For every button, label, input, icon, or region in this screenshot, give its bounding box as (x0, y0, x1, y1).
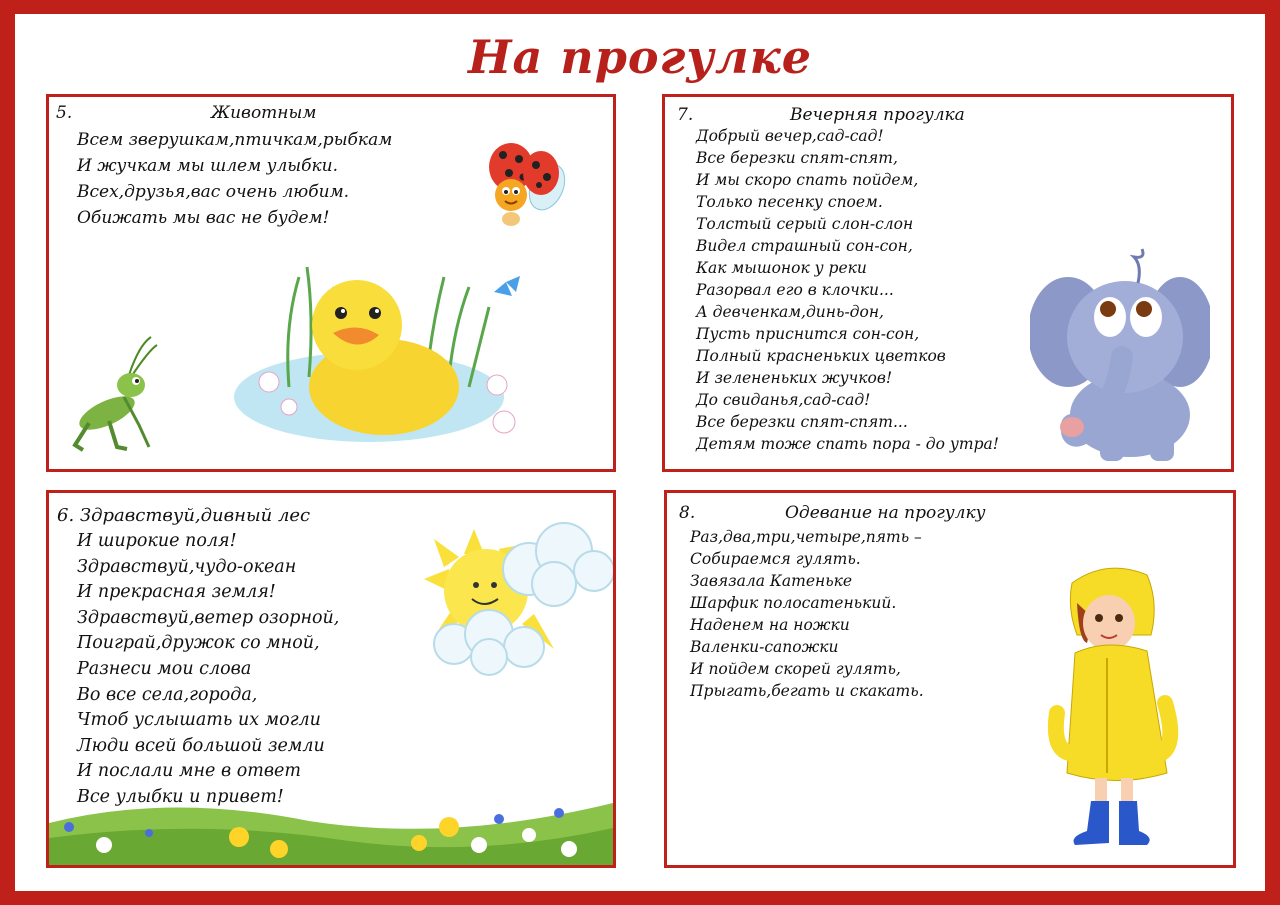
poem-line: Разорвал его в клочки... (696, 281, 894, 299)
poem-line: Здравствуй,ветер озорной, (77, 607, 340, 628)
poem-line: Раз,два,три,четыре,пять – (690, 528, 922, 546)
ladybug-icon (481, 137, 569, 233)
poem-line: Всех,друзья,вас очень любим. (77, 182, 350, 202)
poem-lines (696, 125, 999, 455)
poem-lines (690, 526, 924, 702)
page-title: На прогулке (467, 30, 813, 84)
poem-line: И мы скоро спать пойдем, (696, 171, 919, 189)
poem-line: Завязала Катеньке (690, 572, 853, 590)
poem-line: Поиграй,дружок со мной, (77, 633, 320, 654)
poem-line: Толстый серый слон-слон (696, 215, 914, 233)
duckling-icon (229, 247, 529, 447)
poem-line: Все улыбки и привет! (77, 786, 284, 807)
poster-sheet (15, 14, 1265, 891)
poem-line: И послали мне в ответ (77, 761, 301, 782)
poem-line: Полный красненьких цветков (696, 347, 946, 365)
poem-line: Только песенку споем. (696, 193, 883, 211)
meadow-icon (49, 783, 613, 865)
poem-line: И пойдем скорей гулять, (690, 660, 901, 678)
poem-line: Разнеси мои слова (77, 658, 252, 679)
poem-line: Как мышонок у реки (696, 259, 867, 277)
poem-line: Обижать мы вас не будем! (77, 208, 330, 228)
poem-line: Валенки-сапожки (690, 638, 839, 656)
poem-lines (77, 529, 339, 811)
poem-line: Собираемся гулять. (690, 550, 861, 568)
poem-number: 5. (56, 103, 73, 123)
poem-line: Добрый вечер,сад-сад! (696, 127, 884, 145)
poem-line: И жучкам мы шлем улыбки. (77, 156, 339, 176)
poem-line: И зелененьких жучков! (696, 369, 893, 387)
poem-line: И широкие поля! (77, 531, 237, 551)
poem-lines (77, 127, 392, 231)
poem-line: Все березки спят-спят... (696, 413, 908, 431)
poem-line: Наденем на ножки (690, 616, 850, 634)
poem-line: Шарфик полосатенький. (690, 594, 897, 612)
poem-line: А девченкам,динь-дон, (696, 303, 884, 321)
poem-number: 8. (679, 503, 696, 523)
girl-raincoat-icon (1047, 563, 1187, 858)
poem-line: Люди всей большой земли (77, 735, 325, 756)
poem-title: Вечерняя прогулка (790, 105, 965, 125)
poem-line: Прыгать,бегать и скакать. (690, 682, 924, 700)
poem-title: Животным (211, 103, 317, 123)
poem-line: Видел страшный сон-сон, (696, 237, 913, 255)
poem-number: 7. (677, 105, 694, 125)
poem-line: Всем зверушкам,птичкам,рыбкам (77, 130, 393, 150)
poem-title: Одевание на прогулку (785, 503, 986, 523)
poem-line: Пусть приснится сон-сон, (696, 325, 920, 343)
poem-card-evening-walk (662, 94, 1234, 472)
poem-line: Здравствуй,чудо-океан (77, 556, 297, 577)
poem-card-animals (46, 94, 616, 472)
grasshopper-icon (69, 335, 159, 460)
poem-line: Во все села,города, (77, 684, 258, 705)
sun-cloud-icon (404, 509, 614, 679)
poem-title: 6. Здравствуй,дивный лес (57, 505, 311, 526)
poem-card-dressing (664, 490, 1236, 868)
poem-line: Детям тоже спать пора - до утра! (696, 435, 999, 453)
poem-line: До свиданья,сад-сад! (696, 391, 871, 409)
poem-line: И прекрасная земля! (77, 582, 276, 603)
elephant-icon (1030, 247, 1210, 467)
poem-line: Чтоб услышать их могли (77, 710, 321, 731)
poem-line: Все березки спят-спят, (696, 149, 898, 167)
poem-card-forest (46, 490, 616, 868)
